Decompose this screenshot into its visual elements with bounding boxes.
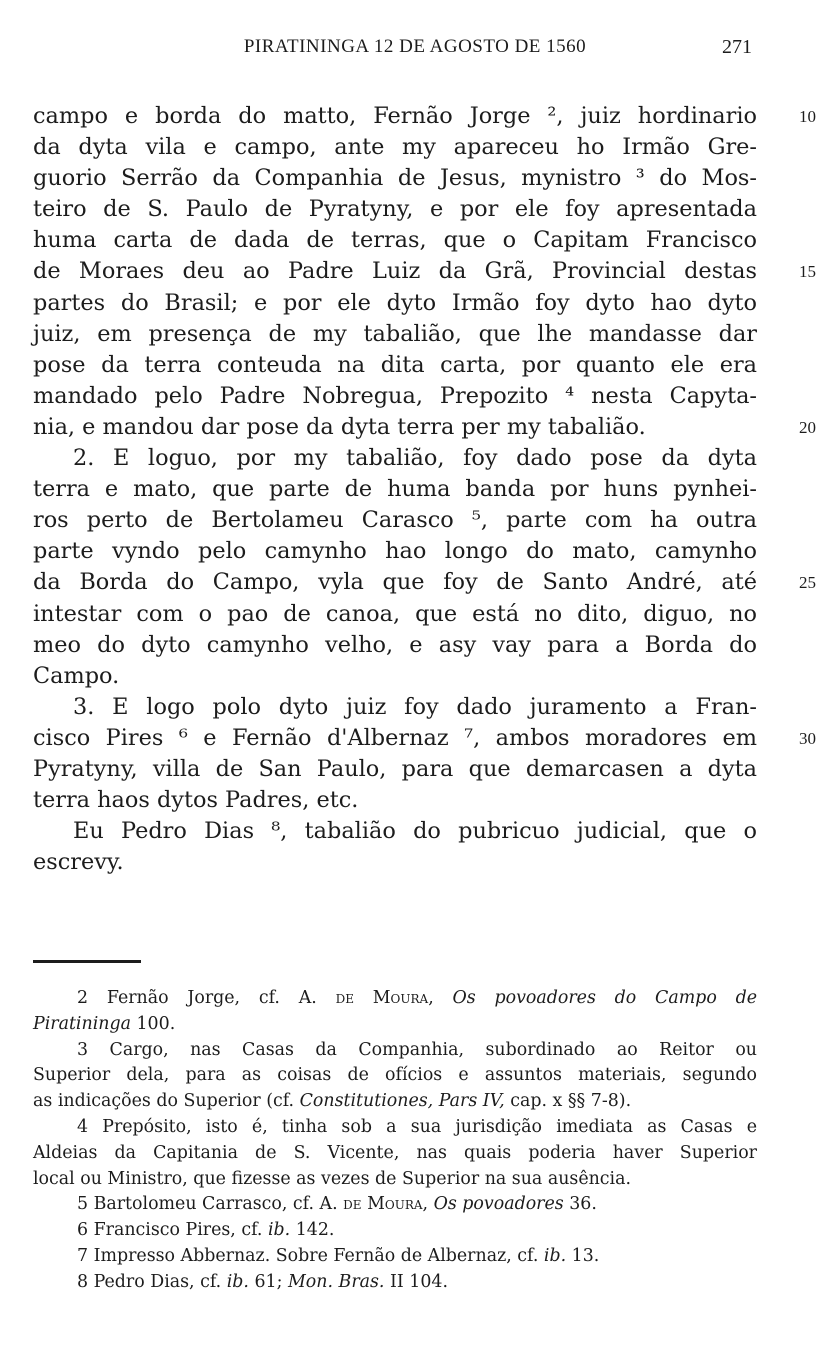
text-line-content: da dyta vila e campo, ante my apareceu ho Irmão Gre- — [33, 134, 757, 161]
footnote-text: Os povoadores do Campo de — [452, 988, 757, 1008]
text-line-content: Eu Pedro Dias ⁸, tabalião do pubricuo judicial, que o — [73, 818, 757, 845]
footnote-text: Mon. Bras. — [288, 1271, 385, 1292]
text-line — [33, 474, 757, 505]
footnote-text: , — [428, 988, 453, 1008]
footnote-text: 142. — [290, 1220, 335, 1241]
footnote-line — [33, 986, 757, 1012]
footnote-text: , — [422, 1194, 434, 1215]
text-line-content: pose da terra conteuda na dita carta, por quanto ele era — [33, 351, 757, 378]
footnote-text: 61; — [248, 1271, 288, 1292]
footnote-line — [33, 1167, 757, 1193]
text-line — [33, 319, 757, 350]
text-line-content: partes do Brasil; e por ele dyto Irmão foy dyto hao dyto — [33, 289, 757, 316]
footnote-text: Os povoadores — [433, 1194, 564, 1215]
footnote-text: de Moura — [343, 1194, 423, 1215]
text-line-content: parte vyndo pelo camynho hao longo do mato, camynho — [33, 538, 757, 565]
footnote-line — [33, 1141, 757, 1167]
text-line-content: escrevy. — [33, 849, 124, 876]
footnote-line — [33, 1218, 757, 1244]
main-text — [33, 101, 816, 878]
text-line — [33, 692, 757, 723]
text-line — [33, 816, 757, 847]
text-line — [33, 785, 757, 816]
page-header — [0, 36, 829, 66]
text-line — [33, 567, 816, 598]
text-line — [33, 132, 757, 163]
text-line-content: 3. E logo polo dyto juiz foy dado juramento a Fran- — [73, 693, 757, 720]
text-line-content: campo e borda do matto, Fernão Jorge ², juiz hordinario — [33, 103, 757, 129]
text-line — [33, 381, 757, 412]
page-number: 271 — [722, 36, 752, 58]
footnote-text: local ou Ministro, que fizesse as vezes de Superior na sua ausência. — [33, 1168, 632, 1189]
text-line — [33, 505, 757, 536]
text-line — [33, 723, 816, 754]
text-line-content: huma carta de dada de terras, que o Capitam Francisco — [33, 227, 757, 254]
text-line — [33, 256, 816, 287]
footnote-text: 6 Francisco Pires, cf. — [77, 1220, 268, 1241]
footnote-text: 100. — [130, 1013, 176, 1034]
footnote-text: Aldeias da Capitania de S. Vicente, nas quais poderia haver Superior — [33, 1142, 757, 1163]
text-line-content: mandado pelo Padre Nobregua, Prepozito ⁴ nesta Capyta- — [33, 382, 757, 409]
line-number: 15 — [799, 262, 816, 282]
footnote-text: 8 Pedro Dias, cf. — [77, 1271, 227, 1292]
line-number: 10 — [799, 107, 816, 126]
text-line-content: meo do dyto camynho velho, e asy vay para a Borda do — [33, 631, 757, 658]
footnote-text: 3 Cargo, nas Casas da Companhia, subordinado ao Reitor ou — [77, 1039, 757, 1060]
text-line — [33, 599, 757, 630]
footnote-text: Piratininga — [33, 1013, 131, 1034]
footnote-text: cap. x §§ 7-8). — [504, 1091, 632, 1112]
footnote-text: Constitutiones, Pars IV, — [299, 1091, 505, 1112]
text-line — [33, 754, 757, 785]
footnote-line — [33, 1244, 757, 1270]
footnote-text: ib. — [267, 1220, 291, 1241]
footnote-text: as indicações do Superior (cf. — [33, 1091, 300, 1112]
text-line — [33, 630, 757, 661]
text-line-content: Pyratyny, villa de San Paulo, para que demarcasen a dyta — [33, 755, 757, 782]
text-line — [33, 101, 816, 132]
text-line-content: terra haos dytos Padres, etc. — [33, 787, 359, 814]
text-line — [33, 163, 757, 194]
text-line — [33, 350, 757, 381]
footnote-line — [33, 1063, 757, 1089]
text-line — [33, 412, 816, 443]
footnote-line — [33, 1012, 757, 1038]
line-number: 25 — [799, 573, 816, 593]
footnote-line — [33, 1270, 757, 1296]
footnote-text: Superior dela, para as coisas de ofícios e assuntos materiais, segundo — [33, 1065, 757, 1086]
footnote-text: 13. — [566, 1245, 600, 1266]
text-line-content: Campo. — [33, 662, 120, 689]
footnote-line — [33, 1192, 757, 1218]
text-line-content: nia, e mandou dar pose da dyta terra per my tabalião. — [33, 413, 646, 440]
text-line — [33, 661, 757, 692]
text-line-content: guorio Serrão da Companhia de Jesus, mynistro ³ do Mos- — [33, 165, 757, 192]
text-line-content: intestar com o pao de canoa, que está no dito, diguo, no — [33, 600, 757, 627]
footnote-line — [33, 1089, 757, 1115]
running-title: PIRATININGA 12 DE AGOSTO DE 1560 — [243, 36, 587, 57]
footnote-line — [33, 1038, 757, 1064]
text-line-content: teiro de S. Paulo de Pyratyny, e por ele foy apresentada — [33, 196, 757, 223]
footnote-text: II 104. — [384, 1271, 448, 1292]
text-line-content: da Borda do Campo, vyla que foy de Santo André, até — [33, 569, 757, 596]
footnote-text: de Moura — [335, 988, 429, 1008]
footnote-text: 2 Fernão Jorge, cf. A. — [77, 988, 336, 1008]
footnote-text: 5 Bartolomeu Carrasco, cf. A. — [77, 1194, 344, 1215]
text-line-content: ros perto de Bertolameu Carasco ⁵, parte com ha outra — [33, 507, 757, 534]
text-line-content: 2. E loguo, por my tabalião, foy dado pose da dyta — [73, 445, 757, 472]
line-number: 20 — [799, 417, 816, 437]
text-line-content: terra e mato, que parte de huma banda por huns pynhei- — [33, 476, 757, 503]
text-line-content: juiz, em presença de my tabalião, que lhe mandasse dar — [33, 320, 757, 347]
footnote-line — [33, 1115, 757, 1141]
text-line — [33, 536, 757, 567]
text-line — [33, 288, 757, 319]
line-number: 30 — [799, 728, 816, 748]
footnote-text: ib. — [226, 1271, 249, 1292]
text-line — [33, 194, 757, 225]
text-line-content: cisco Pires ⁶ e Fernão d'Albernaz ⁷, ambos moradores em — [33, 724, 757, 751]
footnote-text: 36. — [563, 1194, 597, 1215]
footnote-text: ib. — [543, 1245, 567, 1266]
footnote-text: 7 Impresso Abbernaz. Sobre Fernão de Albernaz, cf. — [77, 1245, 544, 1266]
text-line — [33, 443, 757, 474]
text-line — [33, 225, 757, 256]
footnote-text: 4 Prepósito, isto é, tinha sob a sua jurisdição imediata as Casas e — [77, 1116, 757, 1137]
text-line — [33, 847, 757, 878]
footnote-divider — [33, 960, 141, 963]
text-line-content: de Moraes deu ao Padre Luiz da Grã, Provincial destas — [33, 258, 757, 285]
footnotes — [33, 986, 757, 1296]
